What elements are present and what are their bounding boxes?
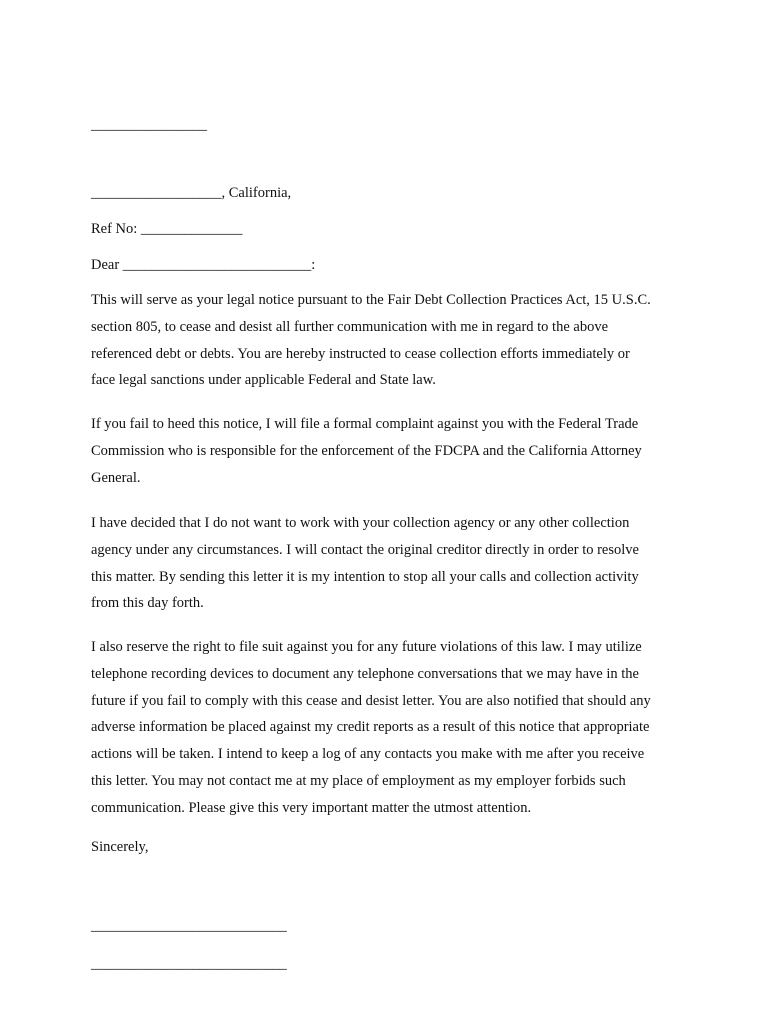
paragraph-line: adverse information be placed against my credit reports as a result of this notice that appropriate bbox=[91, 719, 650, 736]
signature-blank-2: ___________________________ bbox=[91, 956, 287, 972]
paragraph-line: this letter. You may not contact me at my place of employment as my employer forbids such bbox=[91, 772, 626, 789]
paragraph-line: this matter. By sending this letter it is my intention to stop all your calls and collection activity bbox=[91, 568, 639, 585]
closing: Sincerely, bbox=[91, 839, 149, 855]
paragraph-line: referenced debt or debts. You are hereby instructed to cease collection efforts immediately or bbox=[91, 345, 630, 362]
signature-blank-1: ___________________________ bbox=[91, 918, 287, 934]
paragraph-3 bbox=[91, 510, 691, 617]
paragraph-2 bbox=[91, 411, 691, 491]
paragraph-line: This will serve as your legal notice pursuant to the Fair Debt Collection Practices Act, 15 U.S.C. bbox=[91, 292, 651, 308]
paragraph-line: I have decided that I do not want to work with your collection agency or any other collection bbox=[91, 515, 630, 531]
paragraph-line: section 805, to cease and desist all further communication with me in regard to the above bbox=[91, 318, 609, 335]
ref-line: Ref No: ______________ bbox=[91, 221, 243, 237]
paragraph-line: If you fail to heed this notice, I will file a formal complaint against you with the Federal Trade bbox=[91, 416, 639, 432]
paragraph-line: I also reserve the right to file suit against you for any future violations of this law. I may utilize bbox=[91, 639, 642, 655]
paragraph-line: from this day forth. bbox=[91, 595, 204, 612]
paragraph-line: actions will be taken. I intend to keep a log of any contacts you make with me after you receive bbox=[91, 746, 645, 763]
paragraph-line: communication. Please give this very important matter the utmost attention. bbox=[91, 799, 532, 816]
paragraph-1 bbox=[91, 287, 691, 394]
paragraph-line: future if you fail to comply with this cease and desist letter. You are also notified that should any bbox=[91, 692, 651, 709]
salutation: Dear __________________________: bbox=[91, 257, 316, 273]
paragraph-line: telephone recording devices to document any telephone conversations that we may have in the bbox=[91, 665, 639, 682]
paragraph-line: General. bbox=[91, 469, 141, 486]
paragraph-line: agency under any circumstances. I will contact the original creditor directly in order to resolve bbox=[91, 541, 639, 558]
paragraph-line: Commission who is responsible for the enforcement of the FDCPA and the California Attorney bbox=[91, 442, 642, 459]
paragraph-4 bbox=[91, 634, 691, 822]
location-line: __________________, California, bbox=[91, 185, 292, 201]
paragraph-line: face legal sanctions under applicable Federal and State law. bbox=[91, 372, 436, 389]
date-blank: ________________ bbox=[91, 117, 207, 133]
